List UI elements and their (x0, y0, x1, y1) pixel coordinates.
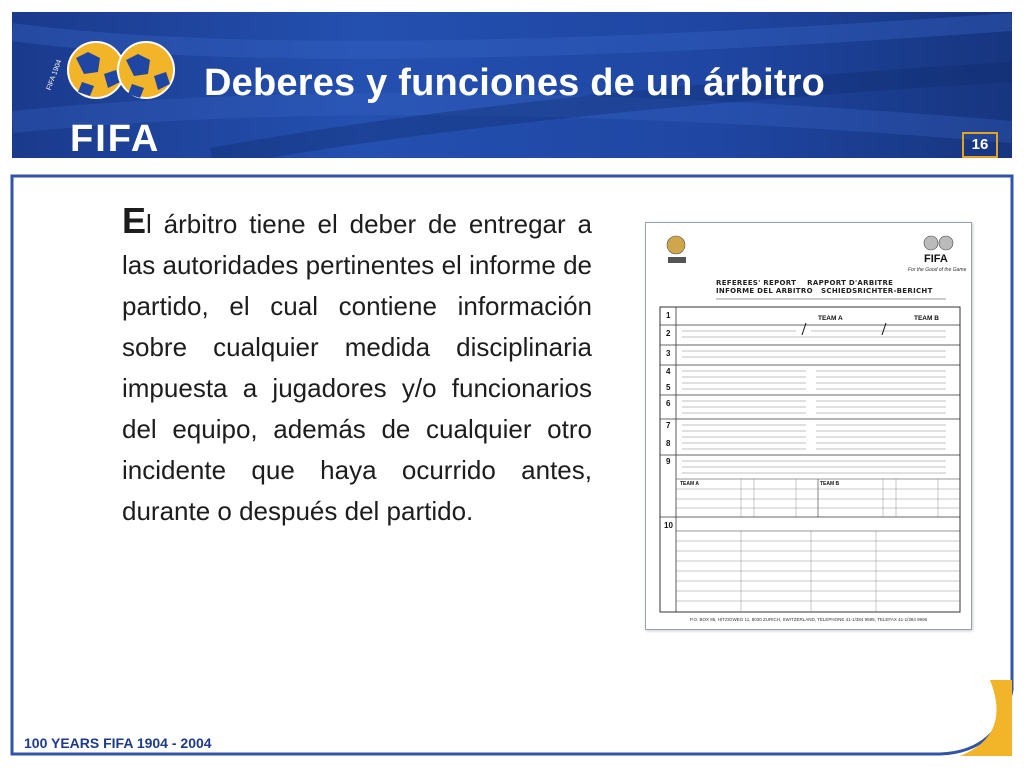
form-title-en: REFEREES' REPORT (716, 279, 797, 287)
form-title-fr: RAPPORT D'ARBITRE (807, 279, 894, 287)
form-row-number: 3 (666, 349, 671, 358)
form-fifa-logo: FIFA (924, 253, 948, 265)
svg-text:FIFA 1904: FIFA 1904 (45, 58, 64, 92)
drop-cap: E (122, 200, 147, 241)
team-a-column-label: TEAM A (680, 481, 699, 487)
team-b-column-label: TEAM B (820, 481, 840, 487)
team-b-label: TEAM B (914, 315, 939, 322)
form-row-number: 6 (666, 399, 671, 408)
form-row-number: 2 (666, 329, 671, 338)
form-row-number: 1 (666, 311, 671, 320)
team-a-label: TEAM A (818, 315, 843, 322)
form-title (716, 279, 933, 295)
form-row-number: 7 (666, 421, 671, 430)
form-footer-address: P.O. BOX 85, HITZIGWEG 11, 8030 ZURICH, SWITZERLAND, TELEPHONE 41-1/384 9595, TELEFAX 41-1/384 9696 (689, 617, 928, 622)
page-number-badge: 16 (962, 132, 998, 158)
body-text: l árbitro tiene el deber de entregar a las autoridades pertinentes el informe de partido, el cual contiene información sobre cualquier medida disciplinaria impuesta a jugadores y/o funcionarios del equipo, además de cualquier otro incidente que haya ocurrido antes, durante o después del partido. (122, 209, 592, 526)
footer-centenary: 100 YEARS FIFA 1904 - 2004 (24, 735, 212, 751)
header-banner (12, 12, 1012, 158)
form-row-number: 5 (666, 383, 671, 392)
fifa-wordmark: FIFA (70, 118, 161, 158)
form-row-number: 10 (664, 521, 673, 530)
referee-report-form (645, 222, 972, 630)
page-title: Deberes y funciones de un árbitro (204, 62, 826, 104)
form-title-es: INFORME DEL ARBITRO (716, 287, 813, 295)
form-row-number: 8 (666, 439, 671, 448)
form-row-number: 9 (666, 457, 671, 466)
body-paragraph (122, 200, 592, 532)
fifa-logo (28, 22, 188, 158)
form-title-de: SCHIEDSRICHTER-BERICHT (821, 287, 933, 295)
form-tagline: For the Good of the Game (908, 267, 967, 273)
form-row-number: 4 (666, 367, 671, 376)
